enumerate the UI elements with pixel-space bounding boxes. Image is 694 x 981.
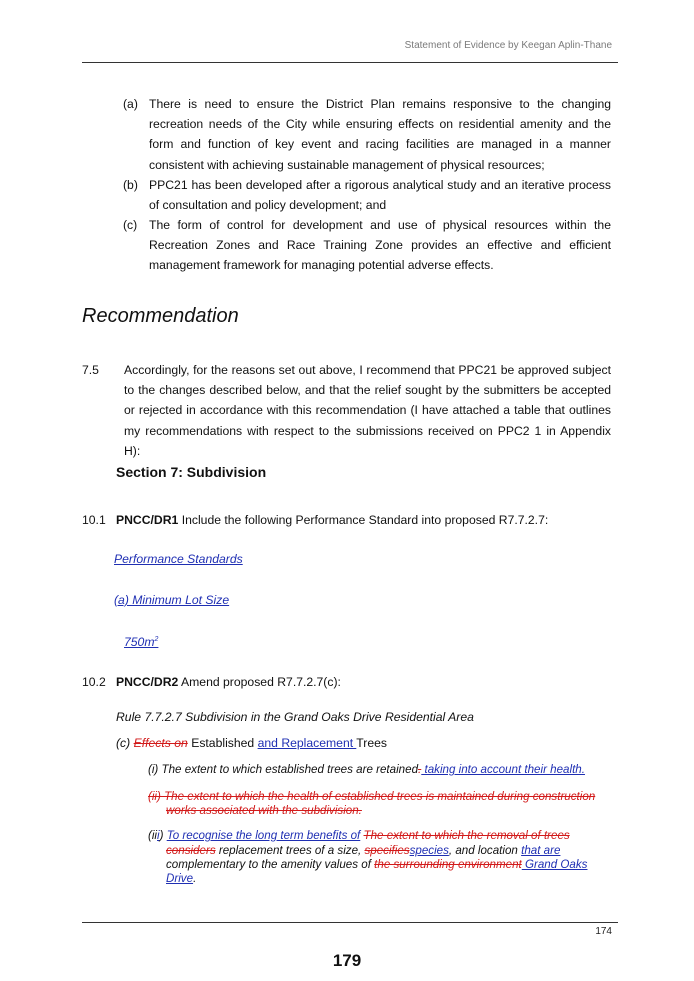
rule-iii-prefix-inserted: i	[157, 829, 160, 842]
performance-standards-heading: Performance Standards	[114, 552, 243, 566]
rule-iii-deleted-4: the surrounding environment	[374, 858, 522, 871]
page-number-large: 179	[332, 951, 362, 970]
lot-size-number: 750m	[124, 635, 155, 650]
para-10-1-body: Include the following Performance Standard into proposed R7.7.2.7:	[178, 513, 549, 527]
recommendation-heading: Recommendation	[82, 305, 239, 327]
rule-c-end: Trees	[356, 736, 387, 750]
para-10-2-text	[116, 672, 341, 692]
running-header: Statement of Evidence by Keegan Aplin-Thane	[404, 40, 612, 51]
rule-iii-deleted-3: specifies	[364, 844, 410, 857]
para-10-1-number: 10.1	[82, 513, 106, 527]
rule-i	[148, 763, 585, 778]
rule-c-prefix: (c)	[116, 736, 134, 750]
para-10-2-code: PNCC/DR2	[116, 675, 179, 689]
rule-iii-deleted-1: The extent to which the removal of trees	[363, 829, 570, 842]
para-7-5-number: 7.5	[82, 363, 99, 377]
rule-iii-middle-2: , and location	[448, 844, 522, 857]
lot-size-value	[124, 630, 158, 652]
minimum-lot-size-heading: (a) Minimum Lot Size	[114, 593, 230, 607]
section-heading: Section 7: Subdivision	[116, 464, 267, 480]
rule-c-inserted: and Replacement	[257, 736, 357, 750]
rule-iii-line-2	[166, 844, 560, 859]
rule-i-deleted: .	[418, 763, 422, 776]
para-10-1-text	[116, 510, 548, 530]
rule-iii-inserted-2: species	[409, 844, 449, 857]
rule-ii-line-2: works associated with the subdivision.	[166, 804, 362, 817]
rule-iii-line-3-text: complementary to the amenity values of	[166, 858, 375, 871]
list-item-a: There is need to ensure the District Plan remains responsive to the changing recreation needs of the City while ensuring effects on residential amenity and the form and function of key event and racing facilities are managed in a manner consistent with achieving sustainable management of physical resources;	[149, 97, 611, 172]
header-rule	[82, 62, 618, 63]
para-10-2-number: 10.2	[82, 675, 106, 689]
rule-i-text: (i) The extent to which established trees are retained	[148, 763, 419, 776]
rule-title: Rule 7.7.2.7 Subdivision in the Grand Oaks Drive Residential Area	[116, 710, 474, 724]
rule-iii-line-3	[166, 858, 587, 873]
para-10-1-code: PNCC/DR1	[116, 513, 179, 527]
rule-i-inserted: taking into account their health.	[421, 763, 585, 776]
rule-iii-inserted-5: Drive	[166, 872, 194, 885]
list-item-c: The form of control for development and use of physical resources within the Recreation Zones and Race Training Zone provides an effective and efficient management framework for managing potential adverse effects.	[149, 218, 611, 273]
list-label-c: (c)	[123, 218, 138, 232]
rule-iii-inserted-4: Grand Oaks	[521, 858, 588, 871]
para-7-5-text: Accordingly, for the reasons set out above, I recommend that PPC21 be approved subject to the changes described below, and that the relief sought by the submitters be accepted or rejected in accordance with this recommendation (I have attached a table that outlines my recommendations with respect to the submissions received on PPC2 1 in Appendix H):	[124, 363, 611, 458]
footer-rule	[82, 922, 618, 923]
rule-iii-middle-1: replacement trees of a size,	[215, 844, 365, 857]
rule-iii-inserted-1: To recognise the long term benefits of	[166, 829, 361, 842]
list-item-b: PPC21 has been developed after a rigorous analytical study and an iterative process of consultation and policy development; and	[149, 178, 611, 213]
rule-iii-end: .	[193, 872, 197, 885]
rule-iii-prefix-end: )	[159, 829, 164, 842]
rule-c-deleted: Effects on	[133, 736, 188, 750]
rule-c	[116, 733, 387, 753]
rule-iii-prefix: (ii	[148, 829, 158, 842]
rule-ii-line-1: (ii) The extent to which the health of established trees is maintained during construction	[148, 790, 596, 803]
list-label-b: (b)	[123, 178, 138, 192]
page-number-small: 174	[595, 926, 612, 937]
para-10-2-body: Amend proposed R7.7.2.7(c):	[178, 675, 341, 689]
lot-size-superscript: 2	[154, 636, 159, 643]
rule-c-middle: Established	[187, 736, 258, 750]
rule-iii-line-1	[148, 829, 570, 844]
rule-iii-line-4	[166, 872, 196, 887]
rule-iii-inserted-3: that are	[521, 844, 561, 857]
list-label-a: (a)	[123, 97, 138, 111]
rule-iii-deleted-2: considers	[166, 844, 216, 857]
